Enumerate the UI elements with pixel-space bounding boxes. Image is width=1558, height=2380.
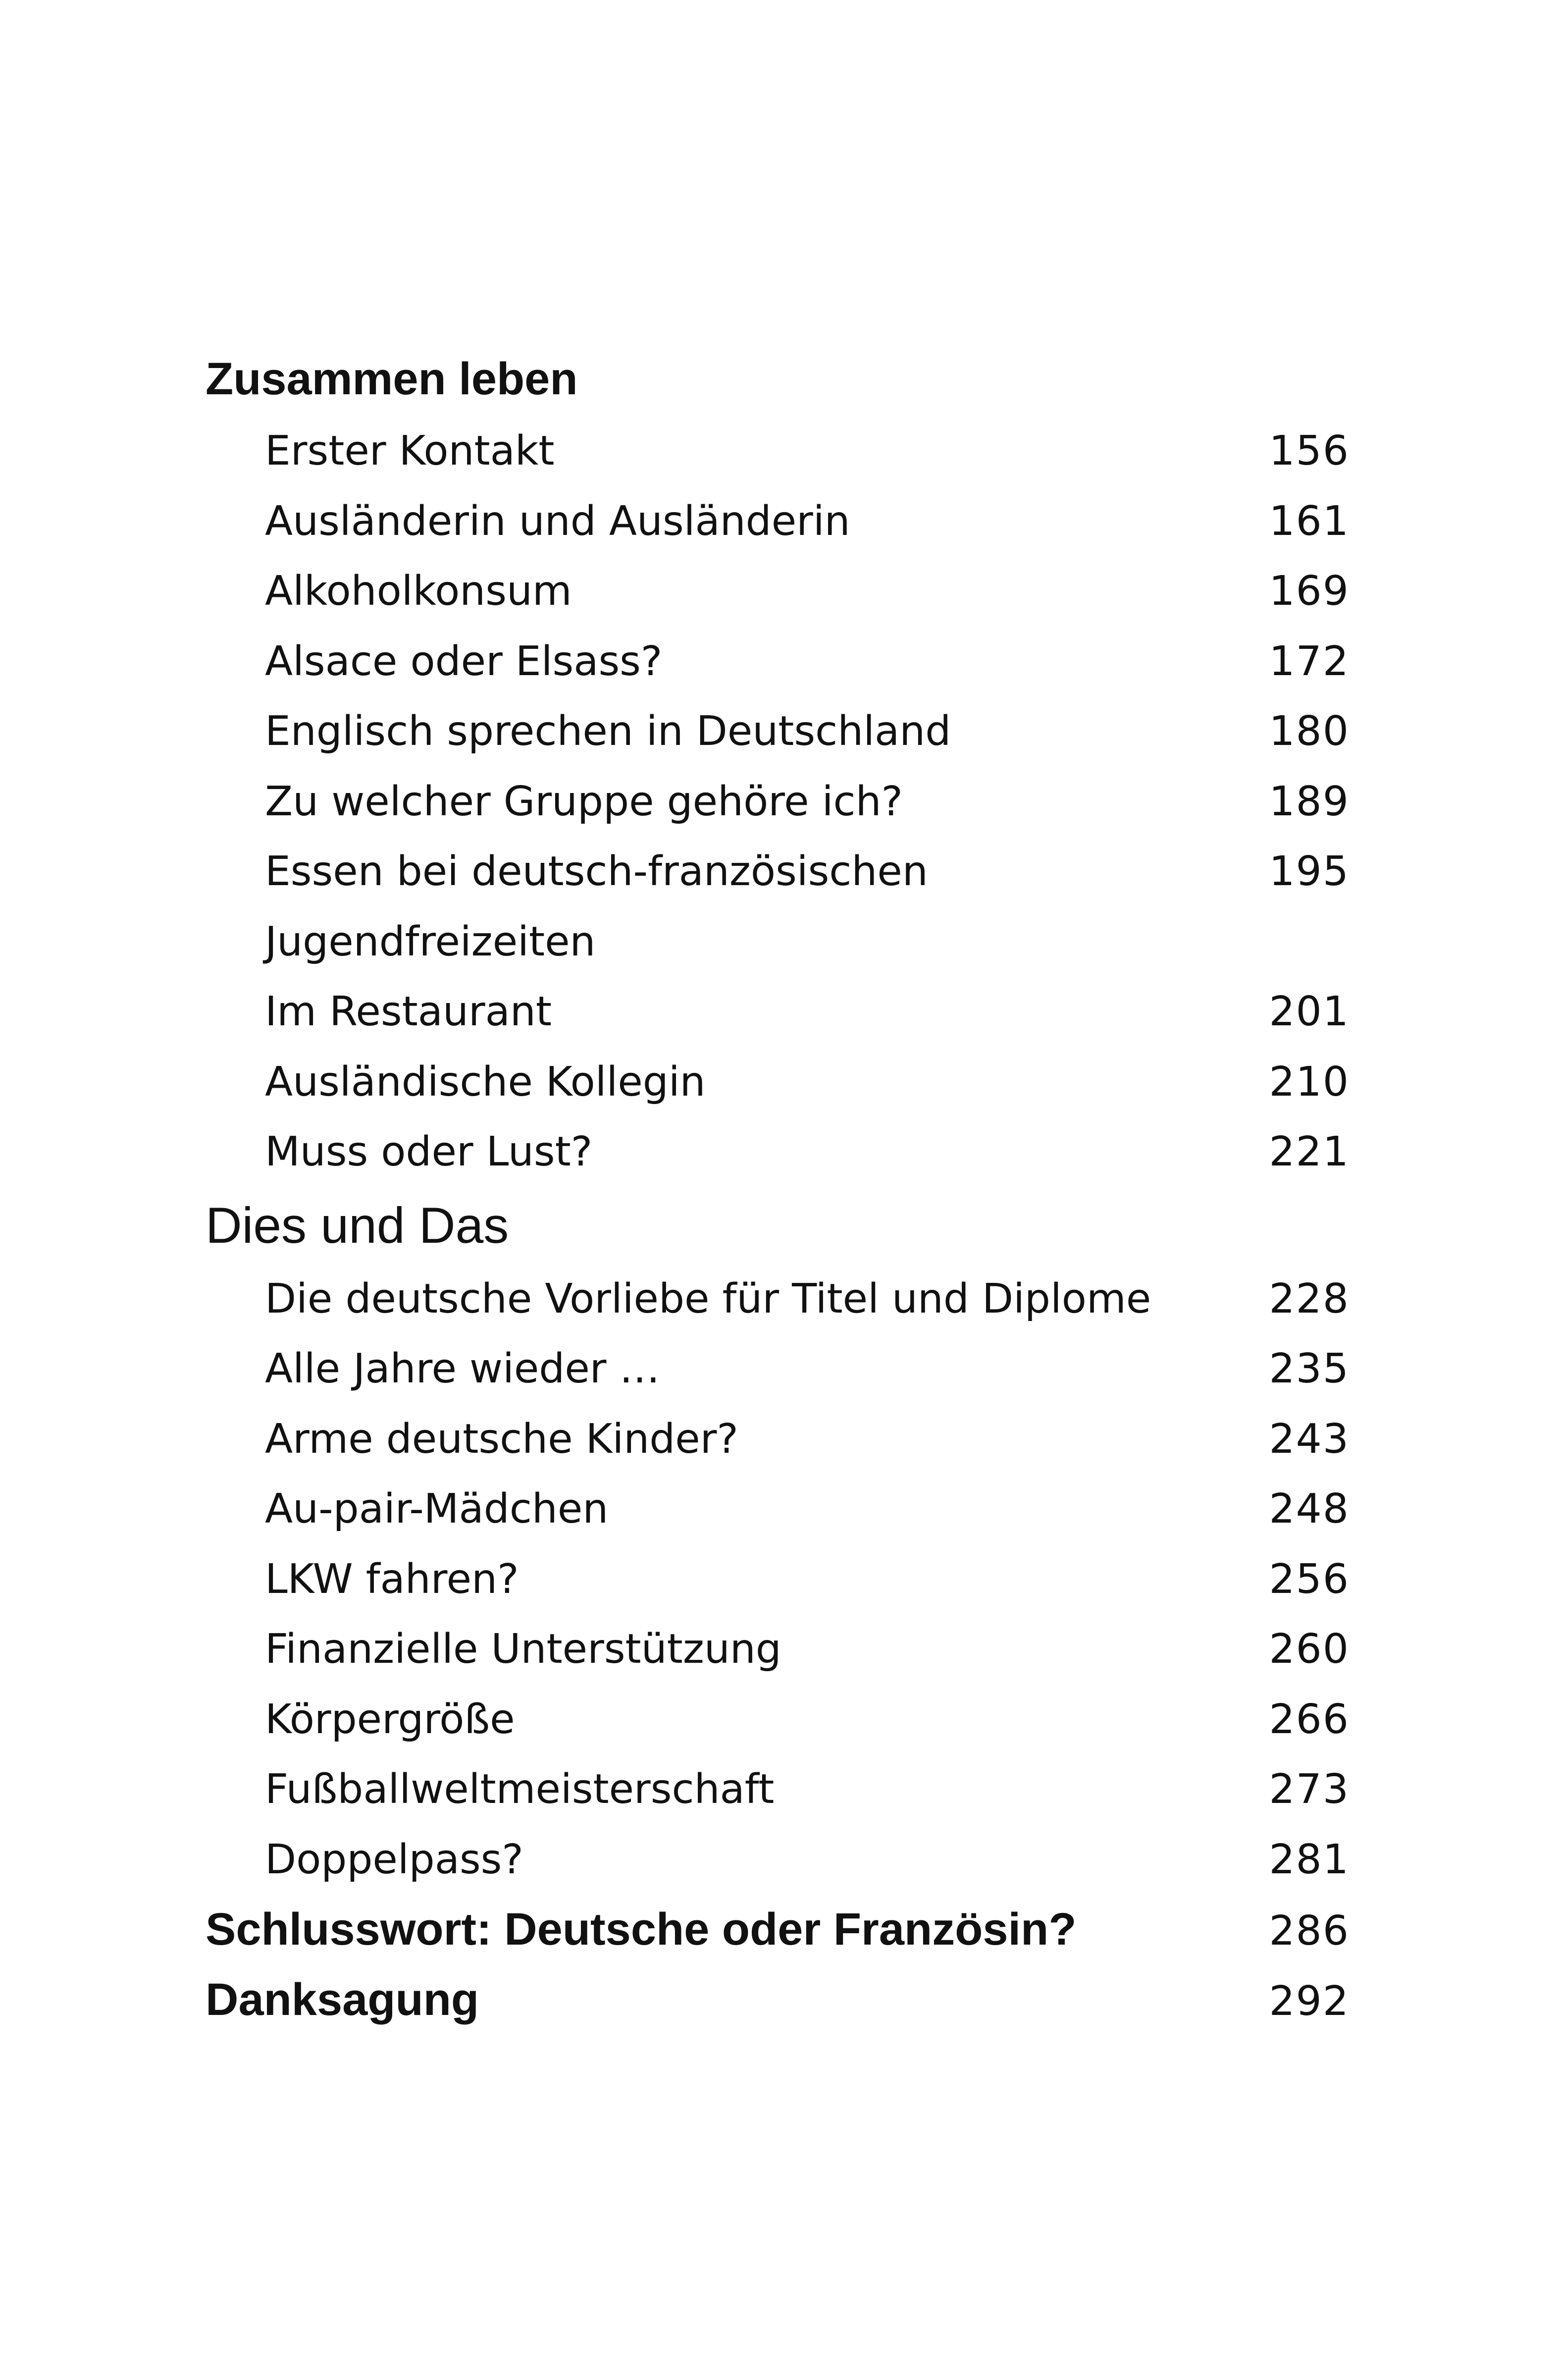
toc-closing-entry bbox=[206, 1895, 1350, 1965]
toc-entry bbox=[206, 486, 1350, 557]
toc-entry-page: 172 bbox=[1269, 637, 1350, 685]
toc-entry-title: Essen bei deutsch-französischen Jugendfreizeiten bbox=[265, 848, 928, 965]
toc-entry bbox=[206, 1614, 1350, 1685]
toc-entry-page: 201 bbox=[1269, 988, 1350, 1035]
toc-entry-page: 156 bbox=[1269, 427, 1350, 475]
toc-entry-title: Muss oder Lust? bbox=[265, 1128, 593, 1175]
toc-entry bbox=[206, 556, 1350, 627]
toc-entry bbox=[206, 696, 1350, 767]
toc-entry bbox=[206, 1404, 1350, 1475]
toc-entry bbox=[206, 1685, 1350, 1755]
toc-entry-page: 243 bbox=[1269, 1415, 1350, 1463]
toc-entry-page: 281 bbox=[1269, 1836, 1350, 1883]
toc-entry-page: 210 bbox=[1269, 1058, 1350, 1106]
toc-entry-title: Doppelpass? bbox=[265, 1836, 523, 1883]
toc-entry-title: Im Restaurant bbox=[265, 988, 552, 1035]
toc-entry bbox=[206, 1754, 1350, 1825]
toc-entry-page: 235 bbox=[1269, 1345, 1350, 1392]
toc-entry bbox=[206, 627, 1350, 697]
table-of-contents bbox=[206, 342, 1350, 2035]
toc-closing-title: Danksagung bbox=[206, 1974, 479, 2025]
toc-entry bbox=[206, 1825, 1350, 1895]
toc-entry bbox=[206, 1047, 1350, 1117]
toc-entry-title: Ausländische Kollegin bbox=[265, 1058, 706, 1106]
toc-entry bbox=[206, 1117, 1350, 1187]
toc-entry-page: 161 bbox=[1269, 497, 1350, 545]
toc-entry-title: Alsace oder Elsass? bbox=[265, 637, 663, 685]
toc-entry bbox=[206, 767, 1350, 837]
section-heading: Dies und Das bbox=[206, 1197, 509, 1254]
toc-entry bbox=[206, 1474, 1350, 1544]
toc-closing-entry bbox=[206, 1965, 1350, 2035]
toc-entry-page: 189 bbox=[1269, 778, 1350, 825]
toc-entry-title: Körpergröße bbox=[265, 1695, 515, 1743]
toc-closing-page: 286 bbox=[1269, 1907, 1350, 1955]
toc-closing-title: Schlusswort: Deutsche oder Französin? bbox=[206, 1904, 1077, 1955]
toc-entry bbox=[206, 837, 1350, 977]
toc-entry-page: 273 bbox=[1269, 1766, 1350, 1813]
toc-entry-title: Erster Kontakt bbox=[265, 427, 555, 475]
toc-entry bbox=[206, 1544, 1350, 1615]
toc-entry-title: Zu welcher Gruppe gehöre ich? bbox=[265, 778, 903, 825]
toc-entry-page: 195 bbox=[1269, 848, 1350, 895]
toc-closing-page: 292 bbox=[1269, 1977, 1350, 2025]
toc-entry bbox=[206, 416, 1350, 486]
toc-entry-title: LKW fahren? bbox=[265, 1555, 519, 1603]
toc-entry-title: Au-pair-Mädchen bbox=[265, 1485, 609, 1533]
toc-entry bbox=[206, 1264, 1350, 1334]
toc-entry-title: Englisch sprechen in Deutschland bbox=[265, 708, 951, 755]
toc-entry-title: Arme deutsche Kinder? bbox=[265, 1415, 738, 1463]
toc-entry-title: Finanzielle Unterstützung bbox=[265, 1626, 781, 1673]
toc-entry-page: 248 bbox=[1269, 1485, 1350, 1533]
toc-entry-title: Alle Jahre wieder … bbox=[265, 1345, 660, 1392]
toc-entry-page: 260 bbox=[1269, 1626, 1350, 1673]
toc-entry-page: 221 bbox=[1269, 1128, 1350, 1175]
toc-entry-title: Ausländerin und Ausländerin bbox=[265, 497, 850, 545]
toc-entry-title: Alkoholkonsum bbox=[265, 568, 572, 615]
toc-entry-page: 228 bbox=[1269, 1275, 1350, 1322]
toc-entry-page: 266 bbox=[1269, 1695, 1350, 1743]
toc-entry bbox=[206, 1334, 1350, 1404]
toc-entry-page: 180 bbox=[1269, 708, 1350, 755]
toc-entry-title: Die deutsche Vorliebe für Titel und Diplome bbox=[265, 1275, 1151, 1322]
section-heading: Zusammen leben bbox=[206, 354, 578, 404]
toc-entry bbox=[206, 977, 1350, 1047]
toc-entry-title: Fußballweltmeisterschaft bbox=[265, 1766, 775, 1813]
toc-entry-page: 256 bbox=[1269, 1555, 1350, 1603]
toc-entry-page: 169 bbox=[1269, 568, 1350, 615]
